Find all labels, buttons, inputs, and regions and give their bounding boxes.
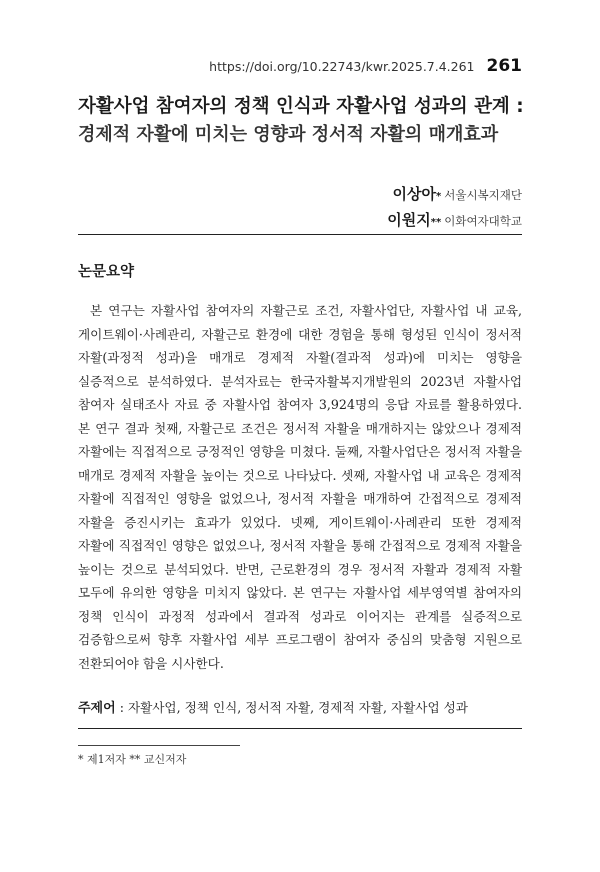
author-name: 이원지 xyxy=(387,211,431,229)
author-list xyxy=(387,182,522,234)
author-1 xyxy=(387,182,522,208)
author-affiliation: 이화여자대학교 xyxy=(444,214,522,228)
author-mark: * xyxy=(436,191,442,202)
page-header xyxy=(209,56,522,76)
author-name: 이상아 xyxy=(392,185,436,203)
footnote-divider xyxy=(78,745,240,746)
keywords-separator: : xyxy=(115,700,128,715)
doi-link[interactable]: https://doi.org/10.22743/kwr.2025.7.4.261 xyxy=(209,59,475,74)
author-affiliation: 서울시복지재단 xyxy=(444,188,522,202)
keywords-label: 주제어 xyxy=(78,701,116,716)
top-divider xyxy=(78,234,522,235)
author-mark: ** xyxy=(430,217,442,228)
page-number: 261 xyxy=(486,56,522,76)
paper-title: 자활사업 참여자의 정책 인식과 자활사업 성과의 관계 : xyxy=(78,96,524,117)
title-block xyxy=(78,93,528,149)
abstract-heading: 논문요약 xyxy=(78,264,135,280)
abstract-body: 본 연구는 자활사업 참여자의 자활근로 조건, 자활사업단, 자활사업 내 교육, 게이트웨이·사례관리, 자활근로 환경에 대한 경험을 통해 형성된 인식이 정서적 자활(과정적 성과)을 매개로 경제적 자활(결과적 성과)에 미치는 영향을 실증적으로 분석하였다. 분석자료는 한국자활복지개발원의 2023년 자활사업 참여자 실태조사 자료 중 자활사업 참여자 3,924명의 응답 자료를 활용하였다. 본 연구 결과 첫째, 자활근로 조건은 정서적 자활을 매개하지는 않았으나 경제적 자활에는 직접적으로 긍정적인 영향을 미쳤다. 둘째, 자활사업단은 정서적 자활을 매개로 경제적 자활을 높이는 것으로 나타났다. 셋째, 자활사업 내 교육은 경제적 자활에 직접적인 영향을 없었으나, 정서적 자활을 매개하여 간접적으로 경제적 자활을 증진시키는 효과가 있었다. 넷째, 게이트웨이·사례관리 또한 경제적 자활에 직접적인 영향은 없었으나, 정서적 자활을 통해 간접적으로 경제적 자활을 높이는 것으로 분석되었다. 반면, 근로환경의 경우 정서적 자활과 경제적 자활 모두에 유의한 영향을 미치지 않았다. 본 연구는 자활사업 세부영역별 참여자의 정책 인식이 과정적 성과에서 결과적 성과로 이어지는 관계를 실증적으로 검증함으로써 향후 자활사업 세부 프로그램이 참여자 중심의 맞춤형 지원으로 전환되어야 함을 시사한다. xyxy=(78,303,522,671)
bottom-divider xyxy=(78,728,522,729)
footnote: * 제1저자 ** 교신저자 xyxy=(78,753,187,766)
keywords-text: 자활사업, 정책 인식, 정서적 자활, 경제적 자활, 자활사업 성과 xyxy=(127,700,468,715)
author-2 xyxy=(387,208,522,234)
paper-subtitle: 경제적 자활에 미치는 영향과 정서적 자활의 매개효과 xyxy=(78,124,499,145)
keywords-line xyxy=(78,697,528,720)
